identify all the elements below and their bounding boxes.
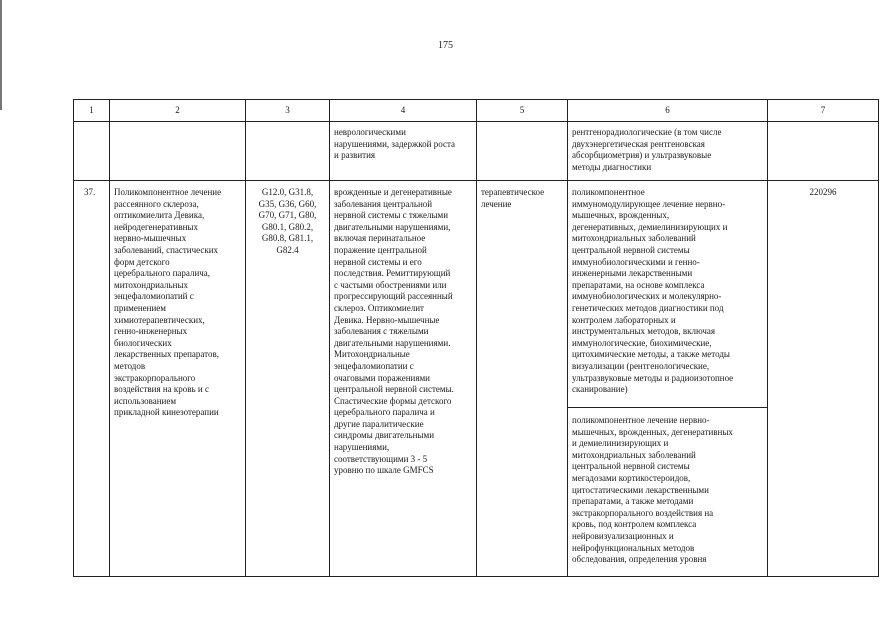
treatment-method-1: поликомпонентное иммуномодулирующее лечение нервно- мышечных, врожденных, дегенеративных, демиелинизирующих и митохондриальных заболеваний центральной нервной системы иммунобиологическими и генно- инженерными лекарственными препаратами, на основе комплекса иммунобиологических и молекулярно- генетических методов диагностики под контролем лабораторных и инструментальных методов, включая иммунологические, биохимические, цитохимические методы, а также методы визуализации (рентгенологические, ультразвуковые методы и радиоизотопное сканирование) xyxy=(572,187,734,395)
page-number: 175 xyxy=(438,40,453,51)
header-col-6: 6 xyxy=(665,105,670,115)
care-profile-name: Поликомпонентное лечение рассеянного склероза, оптикомиелита Девика, нейродегенеративных нервно-мышечных заболеваний, спастических форм детского церебрального паралича, митохондриальных энцефаломиопатий с применением химиотерапевтических, генно-инженерных биологических лекарственных препаратов, методов экстракорпорального воздействия на кровь и с использованием прикладной кинезотерапии xyxy=(114,187,222,418)
column6-split-border xyxy=(567,407,767,408)
col-border-3-4 xyxy=(329,99,330,577)
col-border-1-2 xyxy=(109,99,110,577)
patient-model: врожденные и дегенеративные заболевания центральной нервной системы с тяжелыми двигательными нарушениями, включая перинатальное поражение центральной нервной системы и его последствия. Ремиттирующий с частыми обострениями или прогрессирующий рассеянный склероз. Оптикомиелит Девика. Нервно-мышечные заболевания с тяжелыми двигательными нарушениями. Митохондриальные энцефаломиопатии с очаговыми поражениями центральной нервной системы. Спастические формы детского церебрального паралича и другие паралитические синдромы двигательными нарушениями, соответствующими 3 - 5 уровню по шкале GMFCS xyxy=(334,187,454,476)
treatment-method-2: поликомпонентное лечение нервно- мышечных, врожденных, дегенеративных и демиелинизирующих и митохондриальных заболеваний центральной нервной системы мегадозами кортикостероидов, цитостатическими лекарственными препаратами, а также методами экстракорпорального воздействия на кровь, под контролем комплекса нейровизуализационных и нейрофункциональных методов обследования, определения уровня xyxy=(572,415,733,565)
col-border-6-7 xyxy=(767,99,768,577)
col-border-right xyxy=(878,99,879,577)
header-col-3: 3 xyxy=(285,105,290,115)
row-number: 37. xyxy=(84,187,96,197)
col-border-4-5 xyxy=(476,99,477,577)
col-border-5-6 xyxy=(567,99,568,577)
header-col-2: 2 xyxy=(175,105,180,115)
header-col-7: 7 xyxy=(820,105,826,115)
treatment-type: терапевтическое лечение xyxy=(481,187,545,209)
scan-left-edge xyxy=(0,0,2,110)
cost-value: 220296 xyxy=(809,187,837,197)
header-col-1: 1 xyxy=(89,105,94,115)
continuation-method: рентгенорадиологические (в том числе двухэнергетическая рентгеновская абсорбциометрия) и ультразвуковые методы диагностики xyxy=(572,127,722,172)
col-border-left xyxy=(73,99,74,577)
header-col-4: 4 xyxy=(400,105,406,115)
header-col-5: 5 xyxy=(519,105,525,115)
continuation-diagnosis: неврологическими нарушениями, задержкой роста и развития xyxy=(334,127,455,161)
icd-codes: G12.0, G31.8, G35, G36, G60, G70, G71, G80, G80.1, G80.2, G80.8, G81.1, G82.4 xyxy=(258,187,317,255)
col-border-2-3 xyxy=(245,99,246,577)
